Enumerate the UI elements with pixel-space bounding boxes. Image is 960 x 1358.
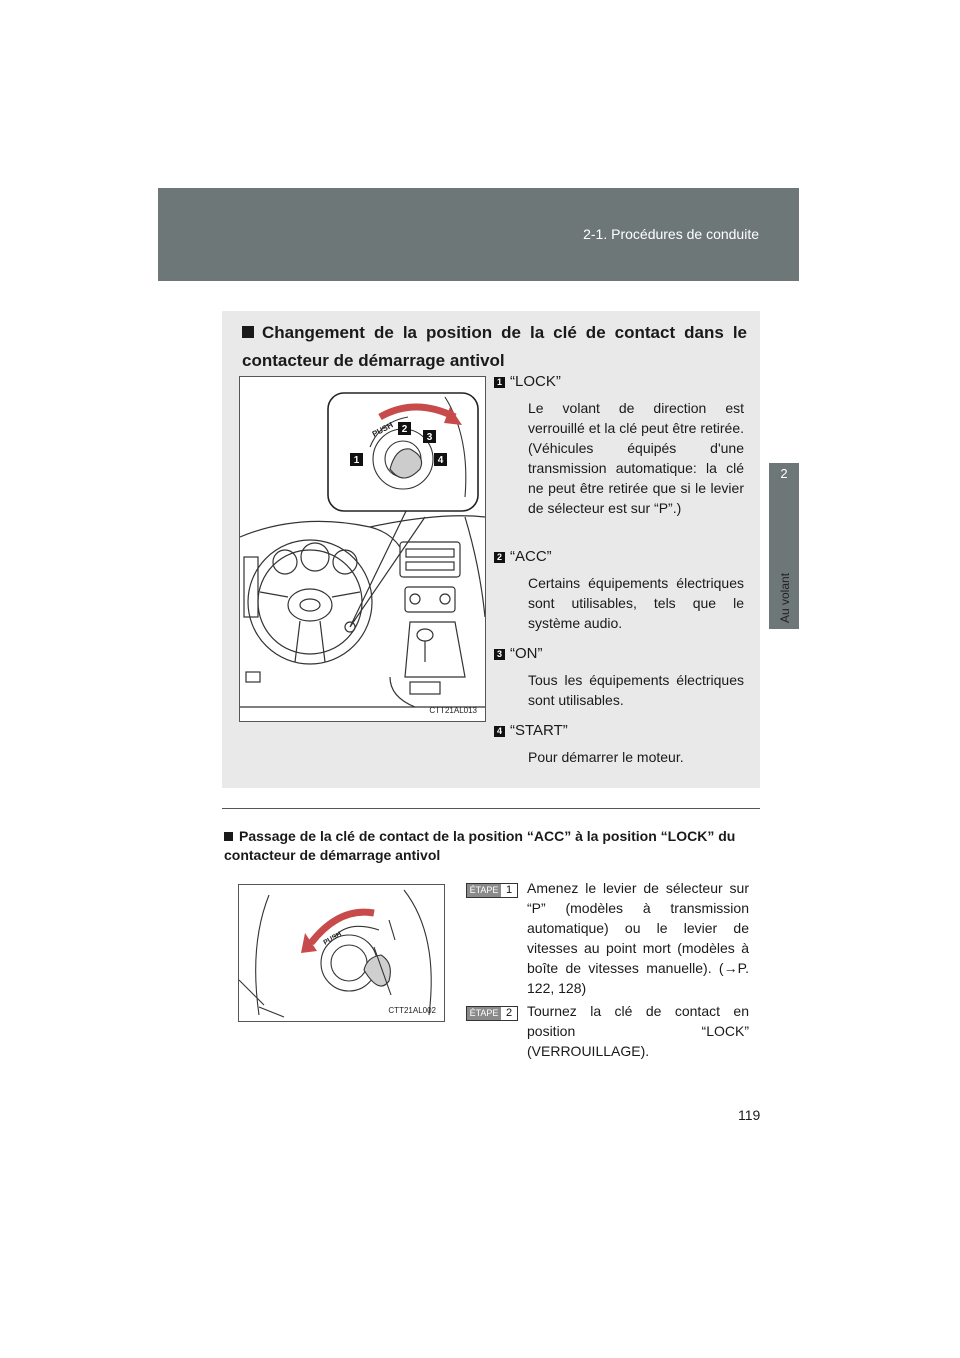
position-title: “ACC” xyxy=(510,548,552,565)
chapter-number: 2 xyxy=(780,466,788,481)
position-item-on xyxy=(494,645,746,710)
square-bullet-icon xyxy=(242,326,254,338)
position-item-lock xyxy=(494,373,746,518)
callout-3: 3 xyxy=(426,432,433,443)
step-number: 1 xyxy=(501,884,517,897)
callout-2: 2 xyxy=(401,424,408,435)
step-badge-1 xyxy=(466,883,518,898)
dashboard-drawing xyxy=(240,377,485,721)
step-text-1: Amenez le levier de sélecteur sur “P” (modèles à transmission automatique) ou le levier de vitesses au point mort (modèles à boîte de vitesses manuelle). (→P. 122, 128) xyxy=(527,880,749,996)
position-title: “LOCK” xyxy=(510,373,561,390)
square-bullet-icon xyxy=(224,832,233,841)
key-turn-drawing xyxy=(239,885,444,1021)
svg-text:PUSH: PUSH xyxy=(370,420,395,439)
position-description: Certains équipements électriques sont utilisables, tels que le système audio. xyxy=(528,575,744,631)
info-heading: Changement de la position de la clé de contact dans le contacteur de démarrage antivol xyxy=(242,323,747,370)
step-label: ÉTAPE xyxy=(467,1007,501,1020)
page-number: 119 xyxy=(738,1107,761,1123)
position-item-start xyxy=(494,722,746,767)
step-label: ÉTAPE xyxy=(467,884,501,897)
header-bar xyxy=(158,188,799,281)
key-turn-illustration xyxy=(238,884,445,1022)
step-text-2: Tournez la clé de contact en position “LOCK” (VERROUILLAGE). xyxy=(527,1003,749,1059)
position-description: Tous les équipements électriques sont utilisables. xyxy=(528,672,744,708)
svg-text:PUSH: PUSH xyxy=(322,930,343,947)
number-badge: 1 xyxy=(494,377,505,388)
section-divider xyxy=(222,808,760,809)
step-badge-2 xyxy=(466,1006,518,1021)
step-number: 2 xyxy=(501,1007,517,1020)
section-title: 2-1. Procédures de conduite xyxy=(583,226,759,242)
ignition-dashboard-illustration xyxy=(239,376,486,722)
position-description: Le volant de direction est verrouillé et la clé peut être retirée. (Véhicules équipés d'une transmission automatique: la clé ne peut être retirée que si le levier de sélecteur est sur “P”.) xyxy=(528,400,744,516)
number-badge: 2 xyxy=(494,552,505,563)
callout-4: 4 xyxy=(437,455,444,466)
figure-code: CTT21AL002 xyxy=(388,1006,436,1015)
position-item-acc xyxy=(494,548,746,633)
section2-heading: Passage de la clé de contact de la position “ACC” à la position “LOCK” du contacteur de démarrage antivol xyxy=(224,828,736,863)
position-title: “START” xyxy=(510,722,568,739)
position-description: Pour démarrer le moteur. xyxy=(528,749,684,765)
chapter-label: Au volant xyxy=(778,572,792,624)
figure-code: CTT21AL013 xyxy=(429,706,477,715)
position-title: “ON” xyxy=(510,645,543,662)
callout-1: 1 xyxy=(353,455,360,466)
number-badge: 3 xyxy=(494,649,505,660)
info-box xyxy=(222,311,760,788)
number-badge: 4 xyxy=(494,726,505,737)
